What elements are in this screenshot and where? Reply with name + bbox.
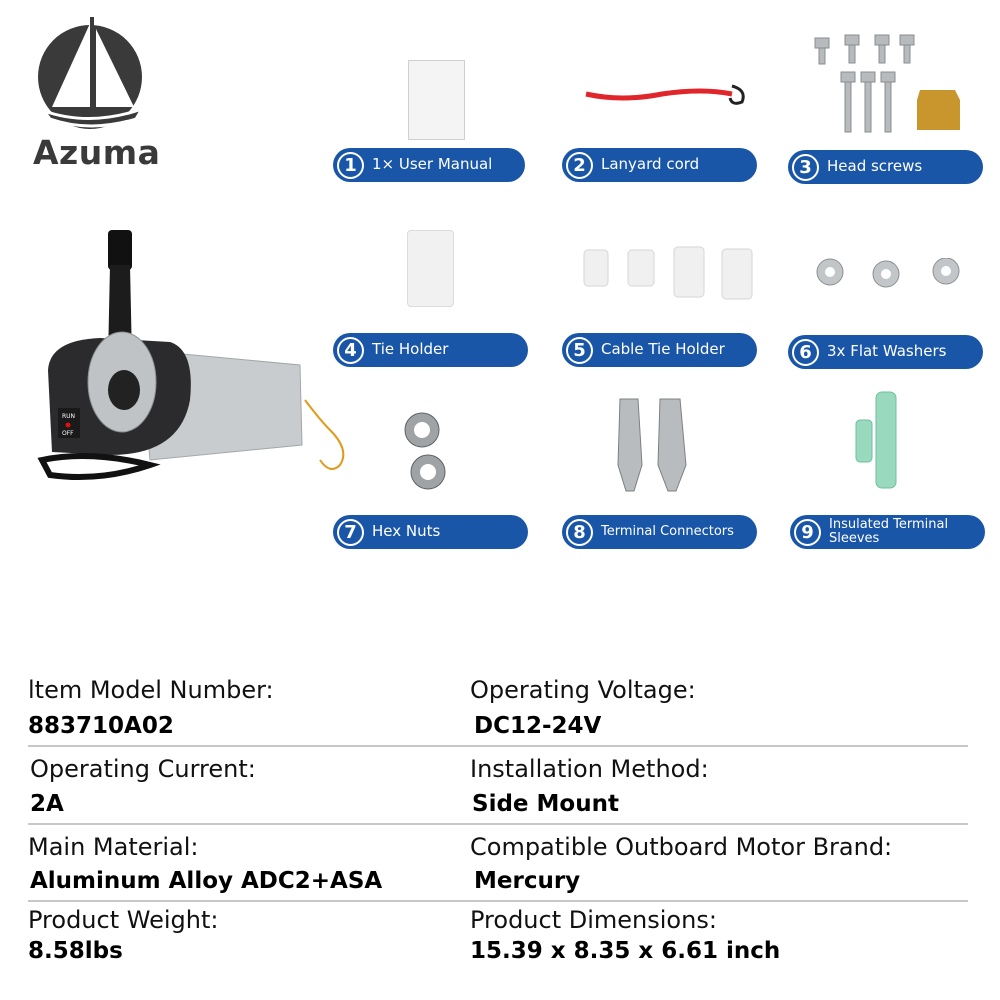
spec-material-value: Aluminum Alloy ADC2+ASA — [30, 868, 383, 894]
spec-voltage-value: DC12-24V — [474, 713, 602, 739]
part-name: Cable Tie Holder — [601, 340, 725, 359]
spec-weight-value: 8.58lbs — [28, 938, 123, 964]
hex-nuts-image — [400, 410, 450, 490]
brand-logo — [30, 15, 170, 172]
spec-brand-label: Compatible Outboard Motor Brand: — [470, 833, 893, 861]
spec-weight-label: Product Weight: — [28, 906, 219, 934]
part-name: Terminal Connectors — [601, 524, 734, 540]
table-divider — [28, 823, 968, 825]
spec-brand-value: Mercury — [474, 868, 581, 894]
terminal-connectors-image — [612, 395, 702, 495]
part-name: Hex Nuts — [372, 522, 441, 541]
tie-holder-image — [407, 230, 454, 307]
part-name: Tie Holder — [372, 340, 449, 359]
spec-voltage-label: Operating Voltage: — [470, 676, 696, 704]
part-name: 1× User Manual — [372, 155, 493, 174]
part-number-badge: 4 — [337, 337, 364, 364]
part-label-7 — [333, 515, 528, 549]
brand-name: Azuma — [33, 133, 161, 172]
part-number-badge: 5 — [566, 337, 593, 364]
spec-material-label: Main Material: — [28, 833, 199, 861]
spec-dimensions-label: Product Dimensions: — [470, 906, 717, 934]
run-switch-label: RUN — [62, 413, 76, 420]
cable-tie-holder-image — [582, 245, 757, 300]
part-number-badge: 8 — [566, 519, 593, 546]
sailboat-logo-icon — [30, 15, 170, 135]
spec-dimensions-value: 15.39 x 8.35 x 6.61 inch — [470, 938, 781, 964]
part-name: Lanyard cord — [601, 155, 700, 174]
part-label-6 — [788, 335, 983, 369]
spec-model-label: ltem Model Number: — [28, 676, 274, 704]
insulated-terminal-sleeves-image — [852, 390, 912, 495]
lanyard-cord-image — [582, 80, 752, 110]
part-label-5 — [562, 333, 757, 367]
spec-current-label: Operating Current: — [30, 755, 256, 783]
part-number-badge: 6 — [792, 339, 819, 366]
part-name: Insulated Terminal Sleeves — [829, 517, 949, 546]
spec-model-value: 883710A02 — [28, 713, 174, 739]
part-label-1 — [333, 148, 525, 182]
remote-control-box-image — [30, 220, 370, 510]
head-screws-image — [805, 30, 975, 140]
off-switch-label: OFF — [62, 430, 74, 437]
part-label-4 — [333, 333, 528, 367]
table-divider — [28, 745, 968, 747]
spec-install-label: Installation Method: — [470, 755, 709, 783]
user-manual-image — [408, 60, 465, 140]
part-number-badge: 1 — [337, 152, 364, 179]
spec-install-value: Side Mount — [472, 791, 619, 817]
part-name: Head screws — [827, 157, 923, 176]
part-name: 3x Flat Washers — [827, 342, 947, 361]
part-number-badge: 2 — [566, 152, 593, 179]
part-number-badge: 9 — [794, 519, 821, 546]
flat-washers-image — [810, 258, 970, 288]
table-divider — [28, 900, 968, 902]
part-label-9 — [790, 515, 985, 549]
part-label-8 — [562, 515, 757, 549]
part-label-2 — [562, 148, 757, 182]
part-number-badge: 3 — [792, 154, 819, 181]
part-number-badge: 7 — [337, 519, 364, 546]
part-label-3 — [788, 150, 983, 184]
spec-current-value: 2A — [30, 791, 64, 817]
